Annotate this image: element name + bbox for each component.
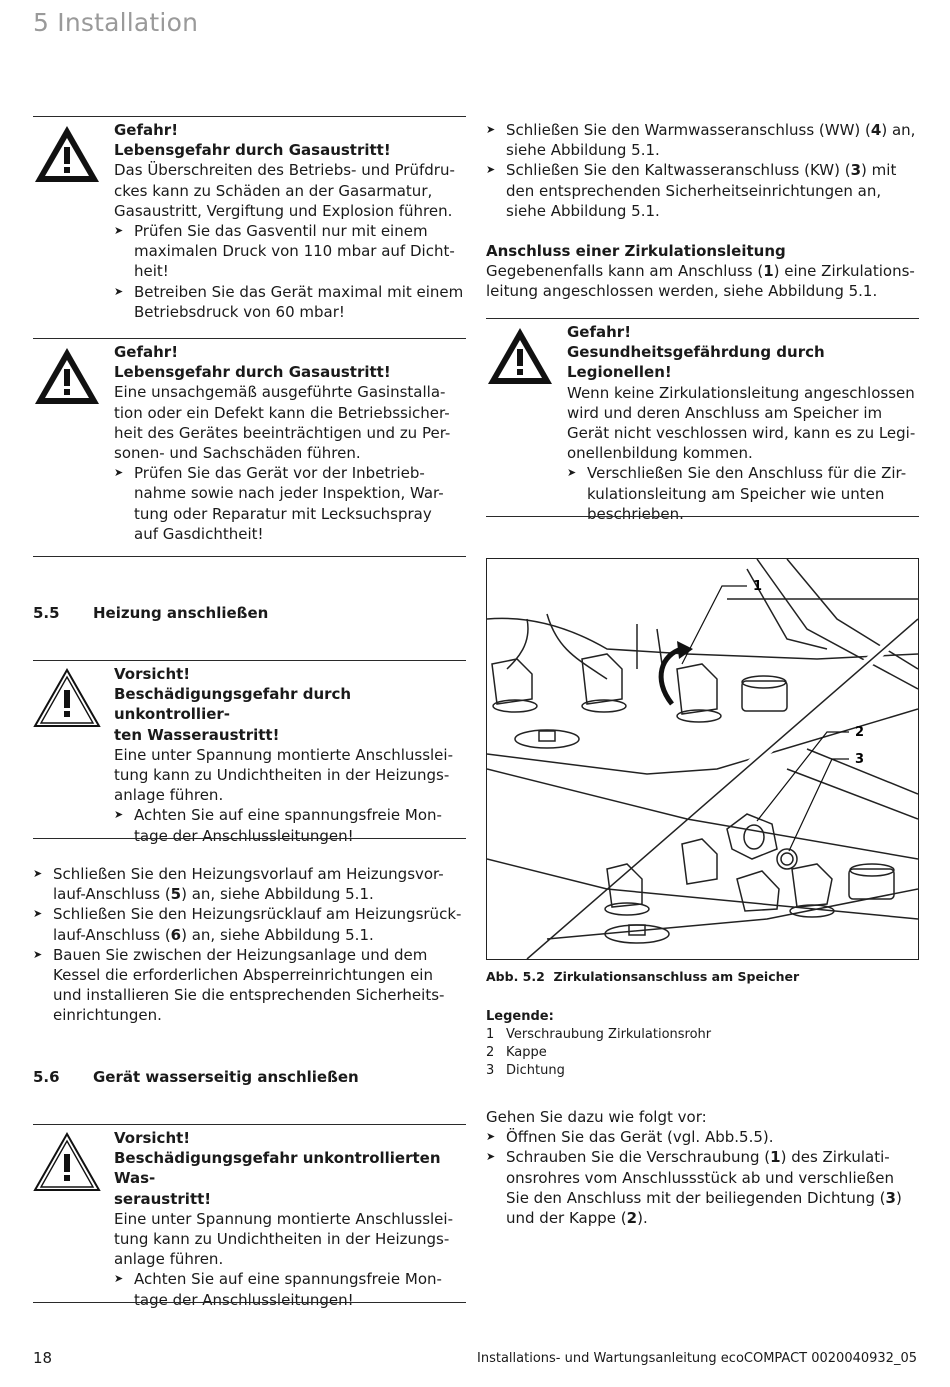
warning-bullet [114,221,466,282]
text-line: tage der Anschlussleitungen! [134,1290,354,1309]
page-number: 18 [33,1349,53,1367]
text-line: anlage führen. [114,1250,224,1269]
text-run: ) an, siehe Abbildung 5.1. [181,925,374,944]
divider [486,318,919,319]
warning-bullet [114,1269,466,1309]
section-number: 5.6 [33,1068,60,1086]
text-run: ) an, siehe Abbildung 5.1. [181,885,374,904]
warning-box-water-leak-2 [33,1128,466,1309]
text-run: Schließen Sie den Kaltwasseranschluss (KW) ( [506,161,851,180]
text-line: ➤ Achten Sie auf eine spannungsfreie Mon- [134,806,442,825]
divider [33,1124,466,1125]
ref-number: 2 [626,1209,638,1228]
callout-2: 2 [855,725,865,740]
heating-steps-list [33,864,466,1026]
section-title: Heizung anschließen [93,604,269,622]
figure-caption [486,969,799,984]
text-line: siehe Abbildung 5.1. [506,201,660,220]
warning-box-gas-pressure [33,120,466,330]
text-line: ckes kann zu Schäden an der Gasarmatur, [114,181,433,200]
text-line: ➤ Prüfen Sie das Gerät vor der Inbetrieb- [134,464,425,483]
text-line: und installieren Sie die entsprechenden Sicherheits- [53,986,445,1005]
warning-box-water-leak [33,664,466,845]
text-line: siehe Abbildung 5.1. [506,141,660,160]
text-line: ➤ Achten Sie auf eine spannungsfreie Mon- [134,1270,442,1289]
text-line: beschrieben. [587,504,684,523]
warning-title: Gefahr! [567,323,632,341]
caution-triangle-icon [33,1132,101,1192]
text-line: ➤ Verschließen Sie den Anschluss für die Zir- [587,464,907,483]
ref-number: 5 [170,885,182,904]
text-run: Sie den Anschluss mit der beiliegenden Dichtung ( [506,1188,886,1207]
text-line: Wenn keine Zirkulationsleitung angeschlossen [567,383,915,402]
circulation-block [486,241,919,302]
text-line: nahme sowie nach jeder Inspektion, War- [134,484,444,503]
warning-bullet [114,463,466,544]
list-item [486,1127,919,1147]
divider [33,1302,466,1303]
warning-title: Gefahr! [114,343,179,361]
legend-item [486,1026,919,1044]
procedure-block [486,1107,919,1228]
section-heading-5-6 [33,1068,359,1086]
text-line [506,1188,919,1208]
text-line [506,160,919,180]
warning-bullet [114,282,466,322]
text-line: wird und deren Anschluss am Speicher im [567,403,883,422]
list-item [33,864,466,904]
text-line: Eine unter Spannung montierte Anschlusslei- [114,745,453,764]
warning-text [567,383,919,464]
text-line: kulationsleitung am Speicher wie unten [587,484,885,503]
water-steps-list [486,120,919,221]
warning-subtitle: Lebensgefahr durch Gasaustritt! [114,363,391,382]
text-line [53,884,466,904]
divider [33,116,466,117]
caption-number: Abb. 5.2 [486,969,545,984]
text-run: ) mit [861,161,897,180]
text-line: ➤ Prüfen Sie das Gasventil nur mit einem [134,222,428,241]
warning-bullet [567,463,919,524]
section-title: Gerät wasserseitig anschließen [93,1068,359,1086]
text-line: Gerät nicht veschlossen wird, kann es zu Legi- [567,424,916,443]
text-line [53,925,466,945]
text-run: ). [637,1209,648,1228]
warning-bullet [114,805,466,845]
text-line: Beschädigungsgefahr durch unkontrollier- [114,685,352,724]
legend-label: Verschraubung Zirkulationsrohr [506,1027,712,1042]
text-line [506,1147,919,1167]
list-item [33,904,466,944]
text-line: leitung angeschlossen werden, siehe Abbildung 5.1. [486,282,878,301]
technical-illustration [487,559,918,959]
text-line: Kessel die erforderlichen Absperreinrichtungen ein [53,966,433,985]
text-line: sonen- und Sachschäden führen. [114,444,361,463]
text-line: tung kann zu Undichtheiten in der Heizungs- [114,1230,450,1249]
callout-3: 3 [855,752,865,767]
text-run: ) an, [881,121,916,139]
text-run: Schrauben Sie die Verschraubung ( [506,1148,771,1167]
figure-circulation-connection [486,558,919,960]
document-reference: Installations- und Wartungsanleitung ecoCOMPACT 0020040932_05 [477,1351,917,1366]
caution-triangle-icon [33,668,101,728]
text-line: ➤ Betreiben Sie das Gerät maximal mit einem [134,282,464,301]
text-line: Eine unter Spannung montierte Anschlusslei- [114,1209,453,1228]
text-line: anlage führen. [114,786,224,805]
text-run: ) eine Zirkulations- [773,262,915,281]
divider [486,516,919,517]
text-line: Das Überschreiten des Betriebs- und Prüfdru- [114,161,455,180]
warning-title: Vorsicht! [114,665,191,683]
divider [33,338,466,339]
text-line: Eine unsachgemäß ausgeführte Gasinstalla- [114,383,446,402]
legend-item [486,1062,919,1080]
warning-title: Vorsicht! [114,1129,191,1147]
warning-text [114,160,466,221]
text-run: Schließen Sie den Warmwasseranschluss (WW) ( [506,121,871,139]
danger-triangle-icon [486,326,554,386]
text-line: einrichtungen. [53,1006,162,1025]
text-line: den entsprechenden Sicherheitseinrichtungen an, [506,181,882,200]
divider [33,660,466,661]
text-line: ten Wasseraustritt! [114,725,280,744]
legend-item [486,1044,919,1062]
legend-number: 3 [486,1063,495,1078]
page-header: 5 Installation [33,8,199,37]
text-line: heit! [134,262,169,281]
divider [33,838,466,839]
text-line: ➤ Öffnen Sie das Gerät (vgl. Abb.5.5). [506,1128,774,1147]
text-line: ➤ Bauen Sie zwischen der Heizungsanlage und dem [53,945,428,964]
ref-number: 4 [870,121,882,139]
legend-label: Dichtung [506,1063,565,1078]
text-run: und der Kappe ( [506,1209,627,1228]
warning-subtitle: Lebensgefahr durch Gasaustritt! [114,141,391,160]
text-line: Gasaustritt, Vergiftung und Explosion führen. [114,201,453,220]
warning-subtitle [114,684,466,745]
warning-text [114,1209,466,1270]
figure-legend [486,1008,919,1080]
text-line: Beschädigungsgefahr unkontrollierten Was- [114,1149,441,1188]
caption-text: Zirkulationsanschluss am Speicher [553,969,800,984]
text-line: auf Gasdichtheit! [134,524,264,543]
text-line [506,1208,919,1228]
legend-number: 1 [486,1027,495,1042]
text-run: lauf-Anschluss ( [53,885,171,904]
ref-number: 6 [170,925,182,944]
warning-subtitle: Gesundheitsgefährdung durch Legionellen! [567,343,825,382]
warning-text [114,745,466,806]
warning-text [114,382,466,463]
legend-title: Legende: [486,1009,554,1024]
text-line: tung kann zu Undichtheiten in der Heizungs- [114,766,450,785]
text-run: Gegebenenfalls kann am Anschluss ( [486,262,764,281]
warning-box-legionella [486,322,919,523]
danger-triangle-icon [33,124,101,184]
text-line: tage der Anschlussleitungen! [134,826,354,845]
warning-title: Gefahr! [114,121,179,139]
ref-number: 3 [850,161,862,180]
text-line [486,261,919,281]
text-line: onellenbildung kommen. [567,444,753,463]
legend-label: Kappe [506,1045,547,1060]
text-line: heit des Gerätes beeinträchtigen und zu Per- [114,423,451,442]
text-line: onsrohres vom Anschlussstück ab und verschließen [506,1168,895,1187]
text-line: ➤ Schließen Sie den Heizungsrücklauf am Heizungsrück- [53,905,462,924]
list-item [486,1147,919,1228]
text-line: tung oder Reparatur mit Lecksuchspray [134,504,432,523]
list-item [486,160,919,221]
text-line: seraustritt! [114,1189,212,1208]
divider [33,556,466,557]
warning-subtitle [114,1148,466,1209]
text-line: tion oder ein Defekt kann die Betriebssicher- [114,403,450,422]
ref-number: 1 [770,1148,781,1167]
text-line [506,120,919,140]
ref-number: 3 [885,1188,896,1207]
section-heading-5-5 [33,604,268,622]
callout-1: 1 [753,579,763,594]
procedure-intro: Gehen Sie dazu wie folgt vor: [486,1108,707,1126]
ref-number: 1 [763,262,774,281]
section-number: 5.5 [33,604,60,622]
list-item [486,120,919,160]
subheading: Anschluss einer Zirkulationsleitung [486,242,786,260]
legend-number: 2 [486,1045,495,1060]
text-line: ➤ Schließen Sie den Heizungsvorlauf am Heizungsvor- [53,865,444,883]
text-run: ) [895,1188,902,1207]
warning-box-gas-installation [33,342,466,552]
danger-triangle-icon [33,346,101,406]
text-line: Betriebsdruck von 60 mbar! [134,302,345,321]
text-run: lauf-Anschluss ( [53,925,171,944]
text-run: ) des Zirkulati- [780,1148,890,1167]
text-line: maximalen Druck von 110 mbar auf Dicht- [134,242,455,261]
list-item [33,945,466,1026]
